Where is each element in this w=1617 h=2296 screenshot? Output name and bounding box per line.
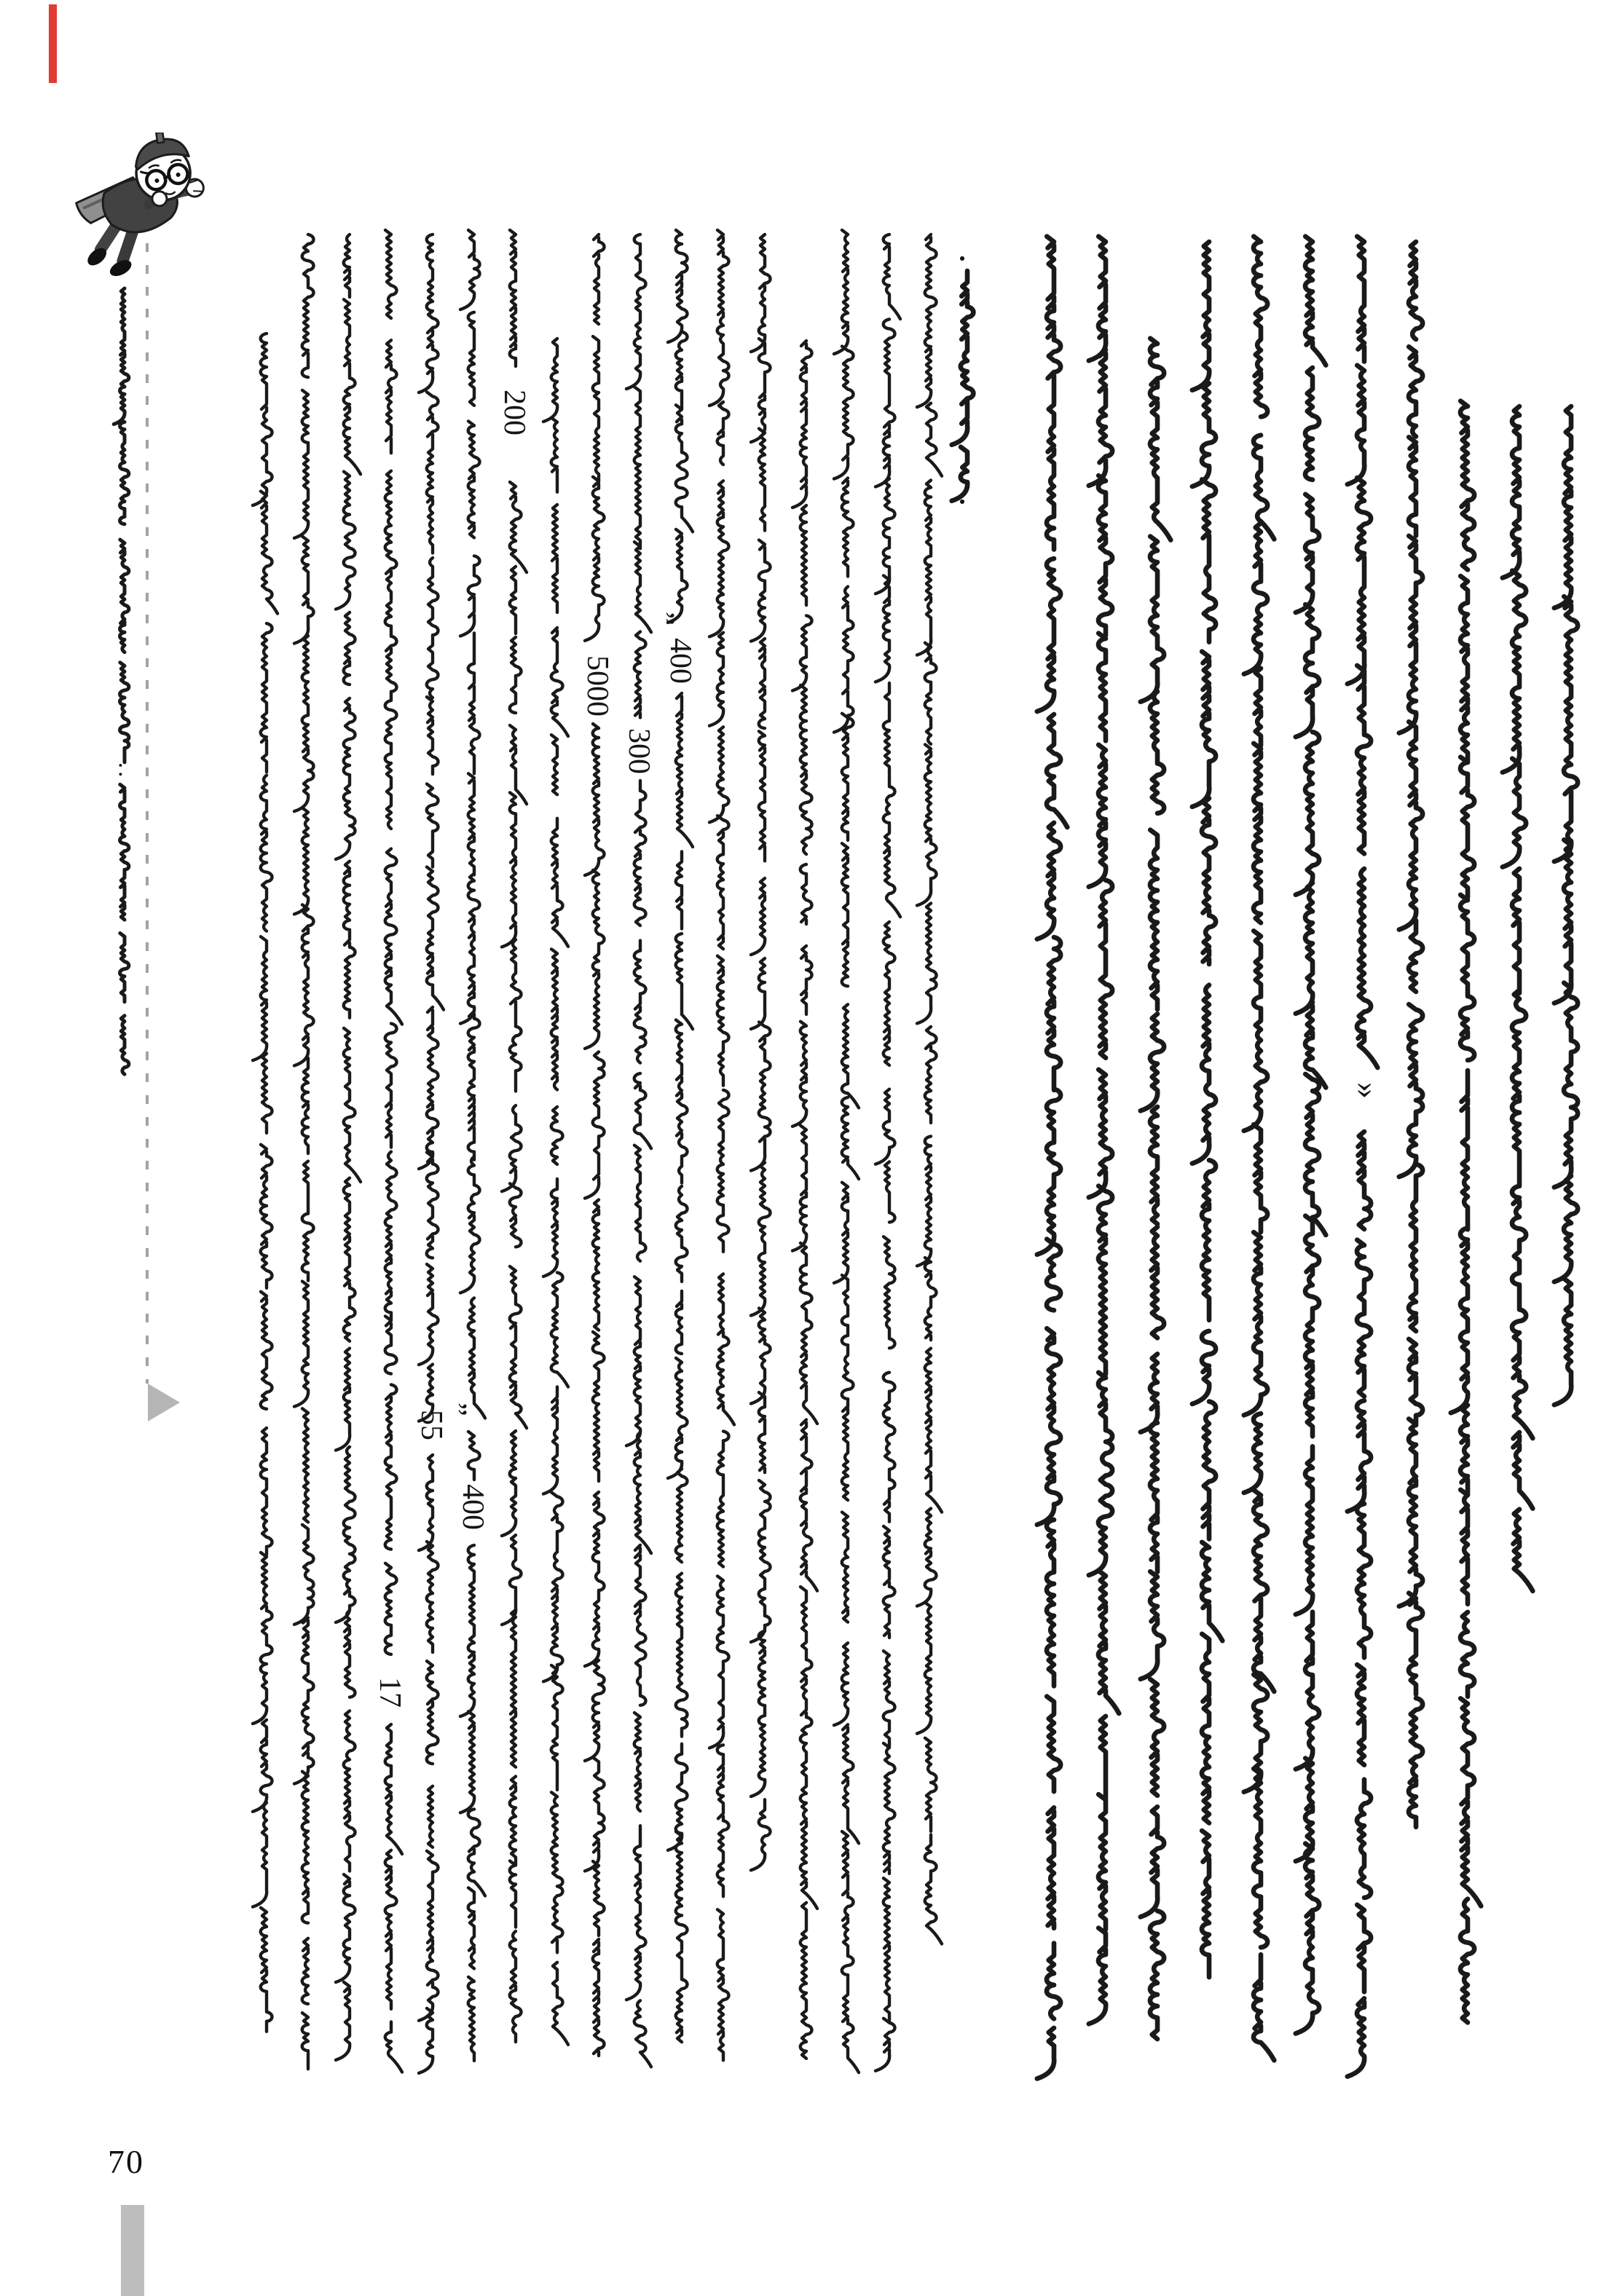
guillemet-close: »	[1349, 1082, 1387, 1099]
text-column	[1554, 406, 1578, 1405]
text-column	[751, 234, 771, 1870]
text-column	[1037, 237, 1068, 2079]
footer-bar	[121, 2205, 144, 2296]
inline-number: 400	[455, 1484, 489, 1530]
text-column	[668, 230, 693, 2042]
page-number: 70	[108, 2143, 144, 2180]
text-column	[1296, 237, 1326, 2034]
heading-dot-bottom: ·	[956, 481, 969, 523]
inline-number: 55	[414, 1410, 448, 1440]
sidebar-colon: :	[117, 754, 125, 781]
text-column	[114, 288, 129, 1074]
text-column	[1503, 406, 1533, 1591]
text-column	[385, 230, 402, 2072]
inline-number: 17	[372, 1677, 406, 1708]
text-column	[460, 230, 485, 2061]
text-column	[1348, 237, 1378, 2077]
text-column	[1244, 237, 1275, 2061]
text-column	[336, 234, 361, 2060]
text-column	[1451, 401, 1482, 2023]
text-column	[419, 234, 444, 2073]
text-column	[1089, 237, 1120, 2024]
text-column	[876, 234, 900, 2071]
text-column	[585, 234, 605, 2056]
text-column	[917, 234, 942, 1944]
inline-number: 300	[621, 728, 656, 774]
text-column	[543, 339, 568, 2045]
text-column	[1399, 242, 1423, 1827]
section-heading-column	[952, 271, 974, 501]
text-column	[502, 230, 527, 2042]
inline-number: 200	[497, 390, 531, 435]
inline-number: 400	[663, 638, 697, 684]
quote-low: „	[663, 612, 697, 626]
text-column	[792, 341, 817, 2059]
text-column	[253, 334, 278, 2032]
text-column	[1141, 339, 1171, 2039]
text-column	[294, 234, 314, 2069]
inline-number: 5000	[580, 655, 614, 717]
text-column	[1192, 242, 1223, 1977]
text-column	[709, 230, 734, 2060]
text-column	[834, 230, 859, 2072]
body-text-right-block	[1037, 237, 1578, 2079]
text-column	[952, 271, 974, 501]
text-column	[626, 234, 651, 2067]
unit-title-sidebar-column	[114, 288, 129, 1074]
body-text-left-block	[253, 230, 942, 2073]
quote-low: „	[455, 1403, 489, 1416]
heading-dot-top: ·	[956, 238, 969, 280]
